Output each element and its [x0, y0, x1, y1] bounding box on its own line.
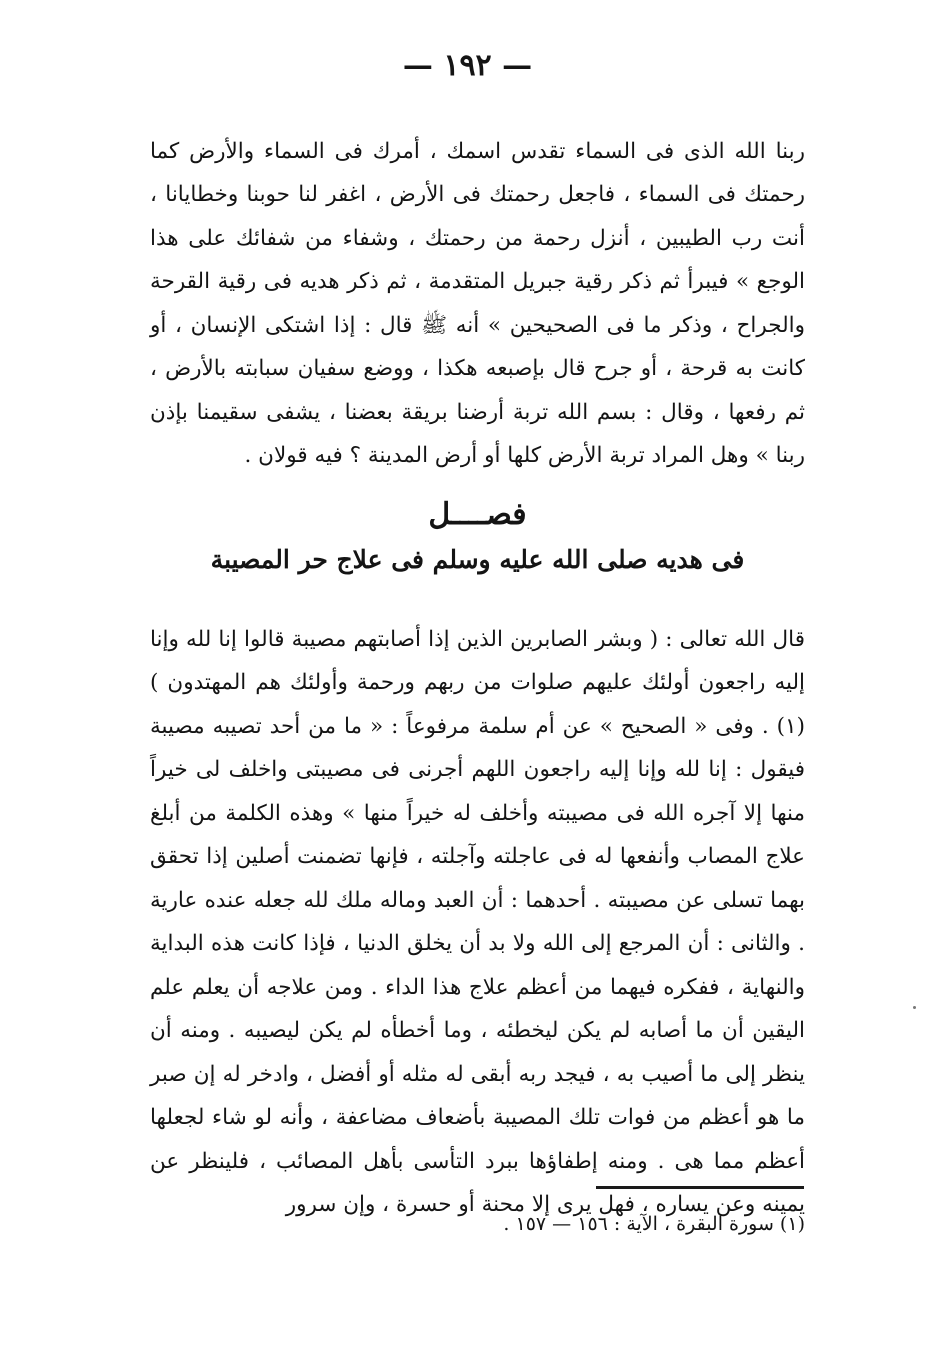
paragraph-calamity: قال الله تعالى : ( وبشر الصابرين الذين إذا أصابتهم مصيبة قالوا إنا لله وإنا إليه راجعون أولئك عليهم صلوات من ربهم ورحمة وأولئك هم المهتدون ) (١) . وفى « الصحيح » عن أم سلمة مرفوعاً : « ما من أحد تصيبه مصيبة فيقول : إنا لله وإنا إليه راجعون اللهم أجرنى فى مصيبتى واخلف لى خيراً منها إلا آجره الله فى مصيبته وأخلف له خيراً منها » وهذه الكلمة من أبلغ علاج المصاب وأنفعها له فى عاجلته وآجلته ، فإنها تضمنت أصلين إذا تحقق بهما تسلى عن مصيبته . أحدهما : أن العبد وماله ملك لله جعله عنده عارية . والثانى : أن المرجع إلى الله ولا بد أن يخلق الدنيا ، فإذا كانت هذه البداية والنهاية ، ففكره فيهما من أعظم علاج هذا الداء . ومن علاجه أن يعلم علم اليقين أن ما أصابه لم يكن ليخطئه ، وما أخطأه لم يكن ليصيبه . ومنه أن ينظر إلى ما أصيب به ، فيجد ربه أبقى له مثله أو أفضل ، وادخر له إن صبر ما هو أعظم من فوات تلك المصيبة بأضعاف مضاعفة ، وأنه لو شاء لجعلها أعظم مما هى . ومنه إطفاؤها ببرد التأسى بأهل المصائب ، فلينظر عن يمينه وعن يساره ، فهل يرى إلا محنة أو حسرة ، وإن سرور	[150, 626, 805, 1217]
footnote-divider	[596, 1186, 804, 1189]
scan-speck	[913, 1006, 916, 1009]
footnote: (١) سورة البقرة ، الآية : ١٥٦ — ١٥٧ .	[503, 1213, 805, 1235]
section-heading: فصــــل	[428, 497, 527, 532]
section-subheading: فى هديه صلى الله عليه وسلم فى علاج حر المصيبة	[210, 545, 745, 574]
paragraph-ruqya: ربنا الله الذى فى السماء تقدس اسمك ، أمرك فى السماء والأرض كما رحمتك فى السماء ، فاجعل رحمتك فى الأرض ، اغفر لنا حوبنا وخطايانا ، أنت رب الطيبين ، أنزل رحمة من رحمتك ، وشفاء من شفائك على هذا الوجع » فيبرأ ثم ذكر رقية جبريل المتقدمة ، ثم ذكر هديه فى رقية القرحة والجراح ، وذكر ما فى الصحيحين » أنه ﷺ قال : إذا اشتكى الإنسان ، أو كانت به قرحة ، أو جرح قال بإصبعه هكذا ، ووضع سفيان سبابته بالأرض ، ثم رفعها ، وقال : بسم الله تربة أرضنا بريقة بعضنا ، يشفى سقيمنا بإذن ربنا » وهل المراد تربة الأرض كلها أو أرض المدينة ؟ فيه قولان .	[150, 138, 805, 468]
page-number: — ١٩٢ —	[402, 48, 533, 83]
